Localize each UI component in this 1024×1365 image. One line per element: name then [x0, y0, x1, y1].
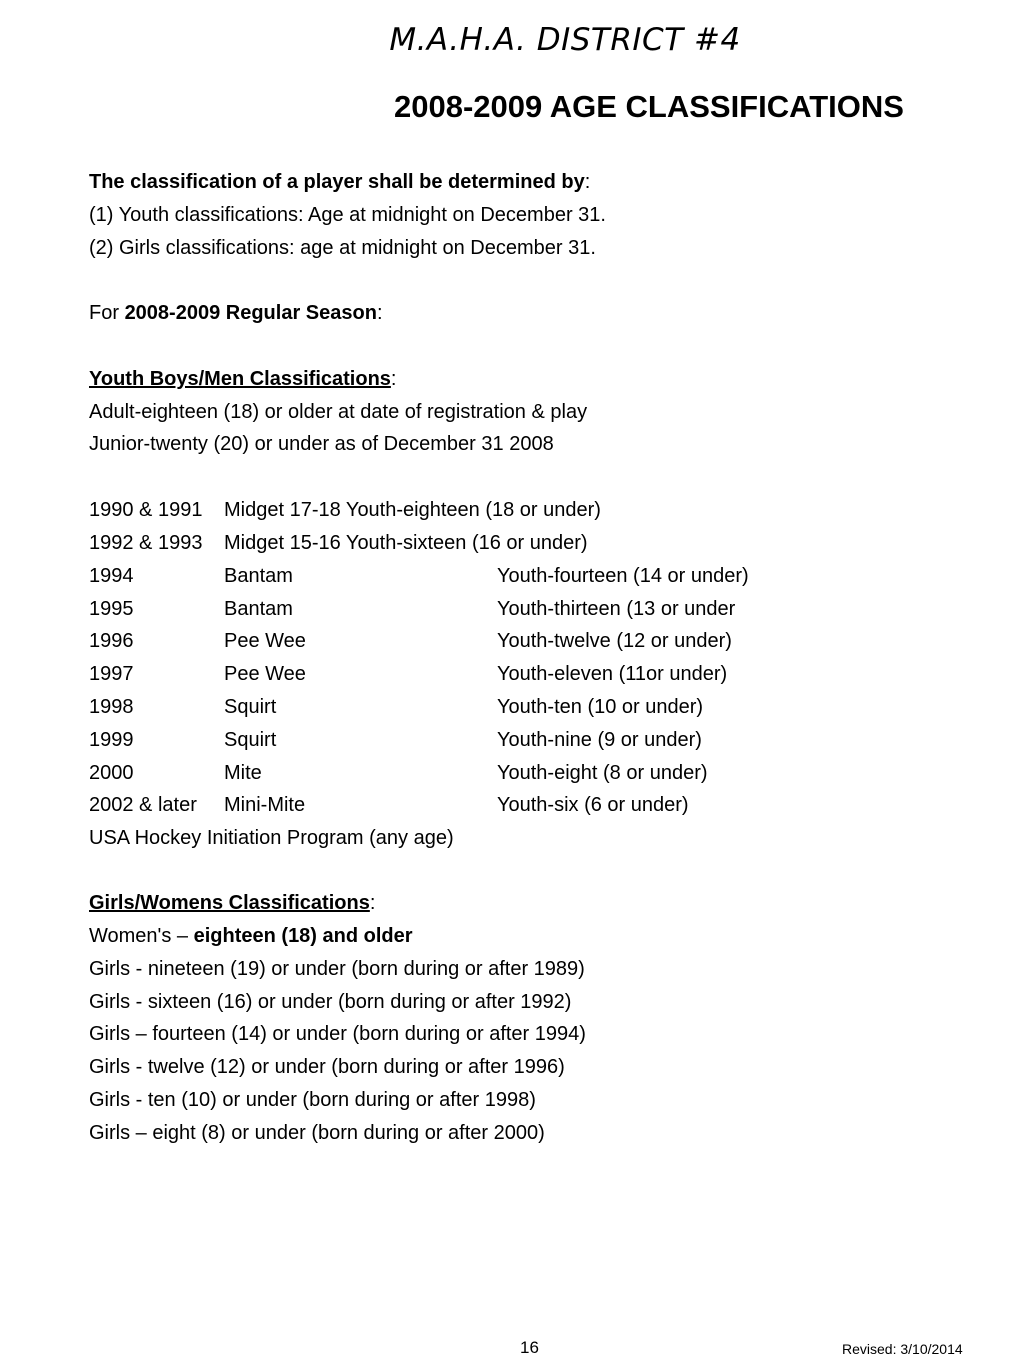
row-year: 1992 & 1993 — [89, 532, 203, 554]
row-year: 1994 — [89, 565, 134, 587]
row-division: Midget 15-16 Youth-sixteen (16 or under) — [224, 532, 588, 554]
youth-heading-suffix: : — [390, 368, 397, 390]
page-title: 2008-2009 AGE CLASSIFICATIONS — [394, 89, 904, 124]
row-youth-class: Youth-nine (9 or under) — [497, 729, 702, 751]
row-division: Squirt — [224, 696, 277, 718]
classification-lead-bold: The classification of a player shall be determined by — [89, 171, 585, 193]
row-division: Midget 17-18 Youth-eighteen (18 or under) — [224, 499, 601, 521]
classification-lead — [89, 166, 590, 199]
womens-line — [89, 920, 413, 953]
row-division: Pee Wee — [224, 663, 306, 685]
girls-line: Girls – eight (8) or under (born during or after 2000) — [89, 1122, 545, 1144]
youth-section-heading — [89, 363, 396, 396]
girls-line: Girls - nineteen (19) or under (born during or after 1989) — [89, 958, 585, 980]
row-year: 1990 & 1991 — [89, 499, 203, 521]
youth-rule-line: (1) Youth classifications: Age at midnight on December 31. — [89, 204, 606, 226]
girls-rule-line: (2) Girls classifications: age at midnight on December 31. — [89, 237, 596, 259]
junior-line: Junior-twenty (20) or under as of December 31 2008 — [89, 433, 554, 455]
row-division: Bantam — [224, 565, 293, 587]
girls-line: Girls - sixteen (16) or under (born during or after 1992) — [89, 991, 572, 1013]
girls-line: Girls – fourteen (14) or under (born during or after 1994) — [89, 1023, 586, 1045]
adult-line: Adult-eighteen (18) or older at date of registration & play — [89, 401, 588, 423]
row-year: 1997 — [89, 663, 134, 685]
row-youth-class: Youth-six (6 or under) — [497, 794, 689, 816]
row-year: 1999 — [89, 729, 134, 751]
youth-heading-text: Youth Boys/Men Classifications — [89, 368, 391, 390]
page-number: 16 — [520, 1338, 539, 1357]
row-youth-class: Youth-eleven (11or under) — [497, 663, 728, 685]
row-division: Bantam — [224, 598, 293, 620]
district-title: M.A.H.A. DISTRICT #4 — [389, 22, 741, 58]
row-youth-class: Youth-ten (10 or under) — [497, 696, 704, 718]
row-youth-class: Youth-twelve (12 or under) — [497, 630, 732, 652]
womens-prefix: Women's – — [89, 925, 194, 947]
row-youth-class: Youth-fourteen (14 or under) — [497, 565, 749, 587]
womens-bold: eighteen (18) and older — [193, 925, 413, 947]
row-division: Pee Wee — [224, 630, 306, 652]
classification-lead-suffix: : — [584, 171, 591, 193]
girls-heading-suffix: : — [369, 892, 376, 914]
row-division: Mini-Mite — [224, 794, 306, 816]
season-suffix: : — [376, 302, 383, 324]
row-division: Squirt — [224, 729, 277, 751]
initiation-line: USA Hockey Initiation Program (any age) — [89, 827, 454, 849]
season-prefix: For — [89, 302, 125, 324]
girls-section-heading — [89, 887, 375, 920]
girls-heading-text: Girls/Womens Classifications — [89, 892, 370, 914]
row-youth-class: Youth-eight (8 or under) — [497, 762, 708, 784]
season-bold: 2008-2009 Regular Season — [124, 302, 377, 324]
row-year: 2002 & later — [89, 794, 197, 816]
row-year: 1998 — [89, 696, 134, 718]
row-year: 1996 — [89, 630, 134, 652]
row-year: 1995 — [89, 598, 134, 620]
girls-line: Girls - twelve (12) or under (born during or after 1996) — [89, 1056, 565, 1078]
girls-line: Girls - ten (10) or under (born during or after 1998) — [89, 1089, 536, 1111]
row-division: Mite — [224, 762, 262, 784]
season-line — [89, 297, 383, 330]
revised-date: Revised: 3/10/2014 — [842, 1341, 963, 1357]
row-youth-class: Youth-thirteen (13 or under — [497, 598, 736, 620]
row-year: 2000 — [89, 762, 134, 784]
